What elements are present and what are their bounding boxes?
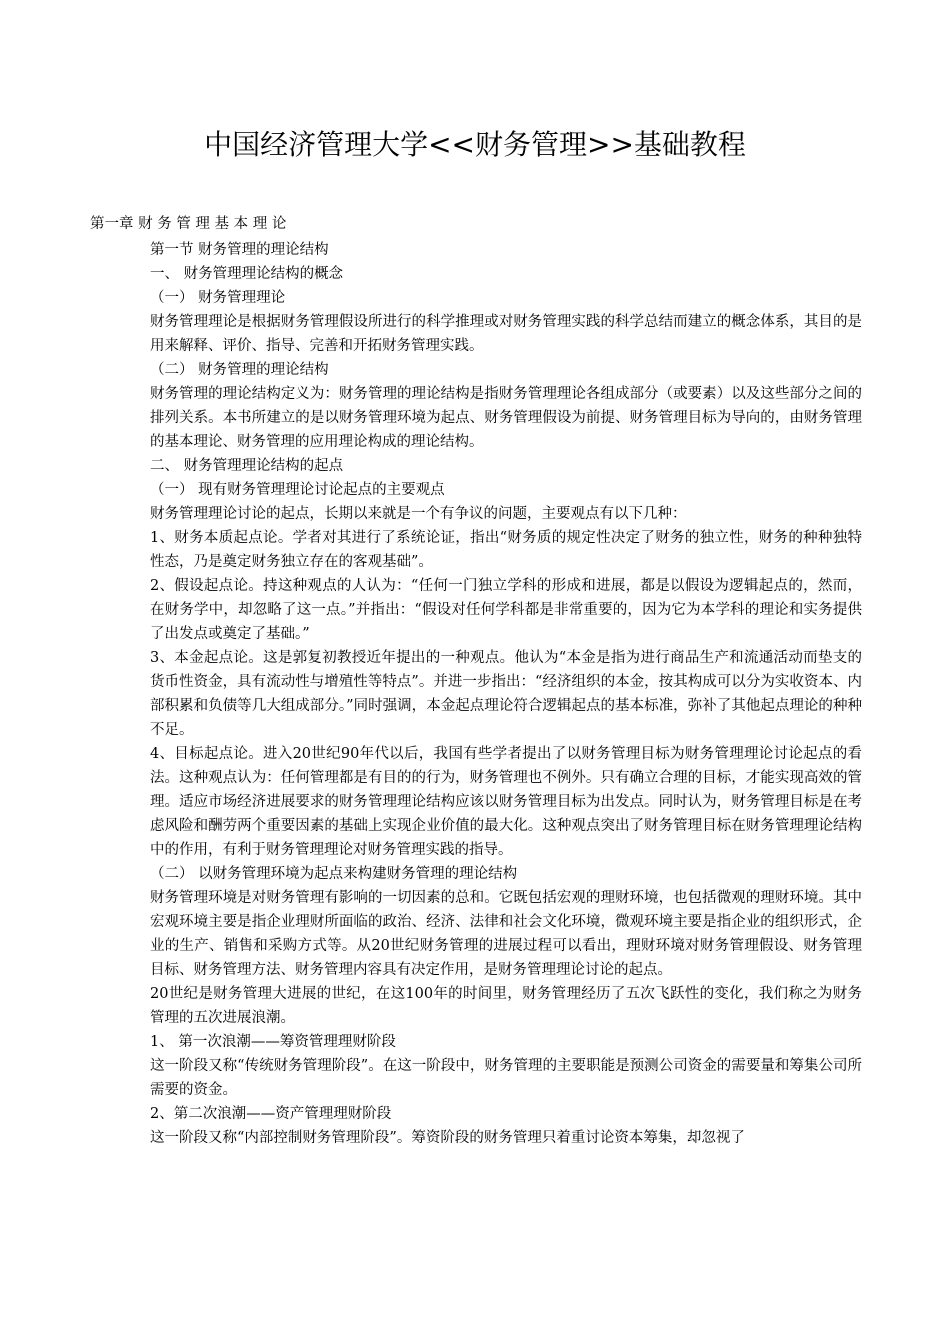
heading-concept: 一、 财务管理理论结构的概念 xyxy=(150,266,344,282)
chapter-heading: 第一章 财 务 管 理 基 本 理 论 xyxy=(90,216,287,232)
list-item-heading: 1、 第一次浪潮——筹资管理理财阶段 xyxy=(150,1034,396,1050)
list-item: 1、财务本质起点论。学者对其进行了系统论证，指出“财务质的规定性决定了财务的独立性，财务的种种独特性态，乃是奠定财务独立存在的客观基础”。 xyxy=(150,530,862,570)
list-item: 3、本金起点论。这是郭复初教授近年提出的一种观点。他认为“本金是指为进行商品生产和流通活动而垫支的货币性资金，具有流动性与增殖性等特点”。并进一步指出：“经济组织的本金，按其构成可以分为实收资本、内部积累和负债等几大组成部分。”同时强调，本金起点理论符合逻辑起点的基本标准，弥补了其他起点理论的种种不足。 xyxy=(150,650,862,738)
list-item-heading: 2、第二次浪潮——资产管理理财阶段 xyxy=(150,1106,392,1122)
paragraph: 财务管理理论是根据财务管理假设所进行的科学推理或对财务管理实践的科学总结而建立的概念体系，其目的是用来解释、评价、指导、完善和开拓财务管理实践。 xyxy=(150,314,862,354)
paragraph: 财务管理环境是对财务管理有影响的一切因素的总和。它既包括宏观的理财环境，也包括微观的理财环境。其中宏观环境主要是指企业理财所面临的政治、经济、法律和社会文化环境，微观环境主要是指企业的组织形式，企业的生产、销售和采购方式等。从20世纪财务管理的进展过程可以看出，理财环境对财务管理假设、财务管理目标、财务管理方法、财务管理内容具有决定作用，是财务管理理论讨论的起点。 xyxy=(150,890,862,978)
page-title: 中国经济管理大学<<财务管理>>基础教程 xyxy=(204,127,746,161)
paragraph: 20世纪是财务管理大进展的世纪，在这100年的时间里，财务管理经历了五次飞跃性的变化，我们称之为财务管理的五次进展浪潮。 xyxy=(150,986,862,1026)
paragraph: 财务管理理论讨论的起点，长期以来就是一个有争议的问题，主要观点有以下几种： xyxy=(150,506,687,522)
heading-starting-point: 二、 财务管理理论结构的起点 xyxy=(150,458,344,474)
subheading-theory: （一） 财务管理理论 xyxy=(150,290,286,306)
subheading-structure: （二） 财务管理的理论结构 xyxy=(150,362,329,378)
subheading-environment: （二） 以财务管理环境为起点来构建财务管理的理论结构 xyxy=(150,866,518,882)
subheading-main-views: （一） 现有财务管理理论讨论起点的主要观点 xyxy=(150,482,445,498)
paragraph: 这一阶段又称“内部控制财务管理阶段”。筹资阶段的财务管理只着重讨论资本筹集，却忽视了 xyxy=(150,1130,745,1146)
paragraph: 财务管理的理论结构定义为：财务管理的理论结构是指财务管理理论各组成部分（或要素）以及这些部分之间的排列关系。本书所建立的是以财务管理环境为起点、财务管理假设为前提、财务管理目标为导向的，由财务管理的基本理论、财务管理的应用理论构成的理论结构。 xyxy=(150,386,862,450)
section-heading: 第一节 财务管理的理论结构 xyxy=(150,242,329,258)
list-item: 2、假设起点论。持这种观点的人认为：“任何一门独立学科的形成和进展，都是以假设为逻辑起点的，然而，在财务学中，却忽略了这一点。”并指出：“假设对任何学科都是非常重要的，因为它为本学科的理论和实务提供了出发点或奠定了基础。” xyxy=(150,578,862,642)
document-body xyxy=(150,238,862,1150)
paragraph: 这一阶段又称“传统财务管理阶段”。在这一阶段中，财务管理的主要职能是预测公司资金的需要量和筹集公司所需要的资金。 xyxy=(150,1058,862,1098)
list-item: 4、目标起点论。进入20世纪90年代以后，我国有些学者提出了以财务管理目标为财务管理理论讨论起点的看法。这种观点认为：任何管理都是有目的的行为，财务管理也不例外。只有确立合理的目标，才能实现高效的管理。适应市场经济进展要求的财务管理理论结构应该以财务管理目标为出发点。同时认为，财务管理目标是在考虑风险和酬劳两个重要因素的基础上实现企业价值的最大化。这种观点突出了财务管理目标在财务管理理论结构中的作用，有利于财务管理理论对财务管理实践的指导。 xyxy=(150,746,862,858)
